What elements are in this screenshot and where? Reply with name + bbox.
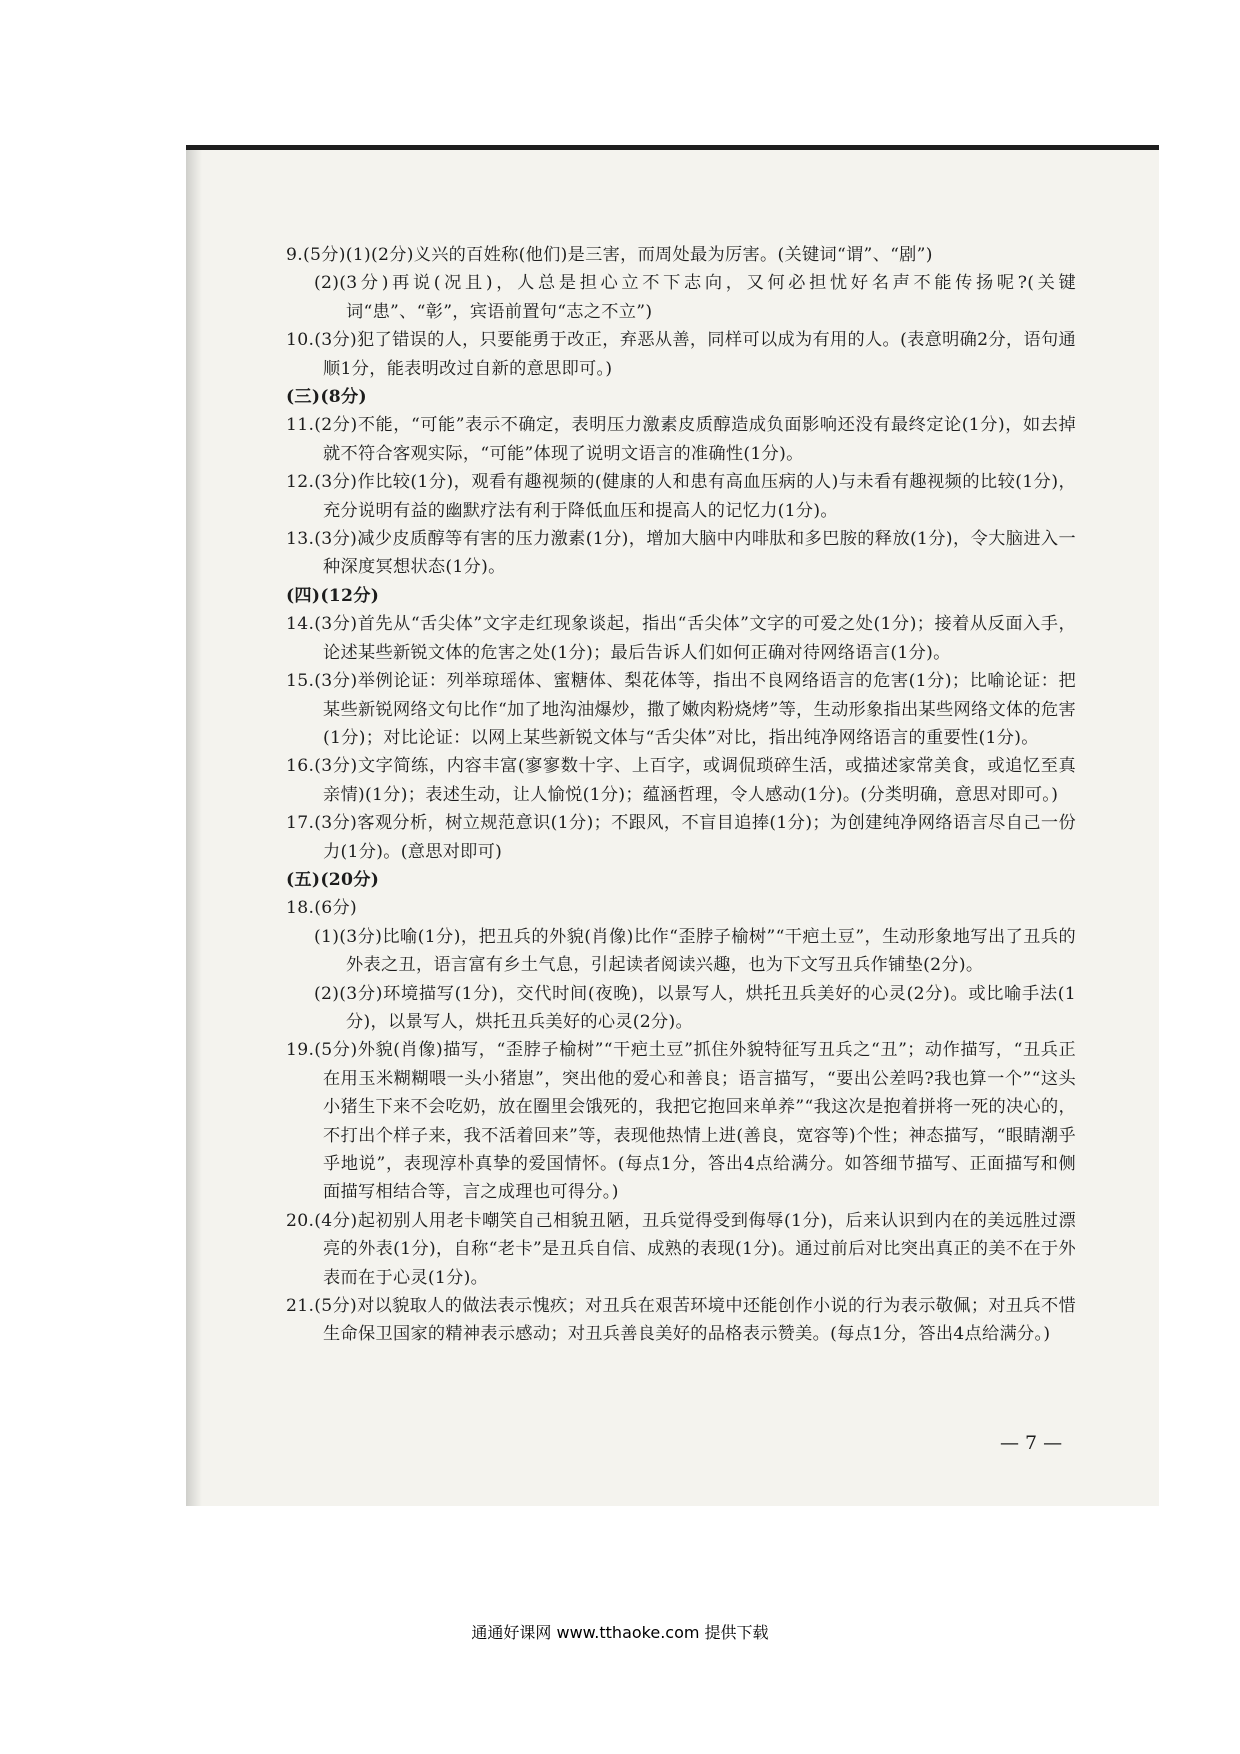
answer-18: 18.(6分) <box>286 898 357 919</box>
answer-12: 12.(3分)作比较(1分)，观看有趣视频的(健康的人和患有高血压病的人)与未看有趣视频的比较(1分)，充分说明有益的幽默疗法有利于降低血压和提高人的记忆力(1分)。 <box>286 472 1076 521</box>
answer-18-part-2: (2)(3分)环境描写(1分)，交代时间(夜晚)，以景写人，烘托丑兵美好的心灵(2分)。或比喻手法(1分)，以景写人，烘托丑兵美好的心灵(2分)。 <box>314 983 1076 1032</box>
answer-18-part-1: (1)(3分)比喻(1分)，把丑兵的外貌(肖像)比作“歪脖子榆树”“干疤土豆”，生动形象地写出了丑兵的外表之丑，语言富有乡土气息，引起读者阅读兴趣，也为下文写丑兵作铺垫(2分)。 <box>314 926 1076 976</box>
answer-9: 9.(5分)(1)(2分)义兴的百姓称(他们)是三害，而周处最为厉害。(关键词“谓”、“剧”) <box>286 245 933 265</box>
answer-19: 19.(5分)外貌(肖像)描写，“歪脖子榆树”“干疤土豆”抓住外貌特征写丑兵之“丑”；动作描写，“丑兵正在用玉米糊糊喂一头小猪崽”，突出他的爱心和善良；语言描写，“要出公差吗?我也算一个”“这头小猪生下来不会吃奶，放在圈里会饿死的，我把它抱回来单养”“我这次是抱着拼将一死的决心的，不打出个样子来，我不活着回来”等，表现他热情上进(善良，宽容等)个性；神态描写，“眼睛潮乎乎地说”，表现淳朴真挚的爱国情怀。(每点1分，答出4点给满分。如答细节描写、正面描写和侧面描写相结合等，言之成理也可得分。) <box>286 1040 1076 1203</box>
answer-20: 20.(4分)起初别人用老卡嘲笑自己相貌丑陋，丑兵觉得受到侮辱(1分)，后来认识到内在的美远胜过漂亮的外表(1分)，自称“老卡”是丑兵自信、成熟的表现(1分)。通过前后对比突出真正的美不在于外表而在于心灵(1分)。 <box>286 1210 1076 1288</box>
answer-14: 14.(3分)首先从“舌尖体”文字走红现象谈起，指出“舌尖体”文字的可爱之处(1分)；接着从反面入手，论述某些新锐文体的危害之处(1分)；最后告诉人们如何正确对待网络语言(1分)。 <box>286 614 1076 663</box>
answer-17: 17.(3分)客观分析，树立规范意识(1分)；不跟风，不盲目追捧(1分)；为创建纯净网络语言尽自己一份力(1分)。(意思对即可) <box>286 813 1076 862</box>
page-number: — 7 — <box>1000 1432 1063 1454</box>
answer-11: 11.(2分)不能，“可能”表示不确定，表明压力激素皮质醇造成负面影响还没有最终定论(1分)，如去掉就不符合客观实际，“可能”体现了说明文语言的准确性(1分)。 <box>286 415 1076 464</box>
answer-21: 21.(5分)对以貌取人的做法表示愧疚；对丑兵在艰苦环境中还能创作小说的行为表示敬佩；对丑兵不惜生命保卫国家的精神表示感动；对丑兵善良美好的品格表示赞美。(每点1分，答出4点给满分。) <box>286 1296 1076 1345</box>
section-heading-5: (五)(20分) <box>286 869 380 890</box>
section-heading-4: (四)(12分) <box>286 585 380 606</box>
answer-16: 16.(3分)文字简练，内容丰富(寥寥数十字、上百字，或调侃琐碎生活，或描述家常美食，或追忆至真亲情)(1分)；表述生动，让人愉悦(1分)；蕴涵哲理，令人感动(1分)。(分类明确，意思对即可。) <box>286 756 1076 805</box>
answer-10: 10.(3分)犯了错误的人，只要能勇于改正，弃恶从善，同样可以成为有用的人。(表意明确2分，语句通顺1分，能表明改过自新的意思即可。) <box>286 330 1076 379</box>
scan-left-shadow <box>186 150 202 1506</box>
answer-13: 13.(3分)减少皮质醇等有害的压力激素(1分)，增加大脑中内啡肽和多巴胺的释放(1分)，令大脑进入一种深度冥想状态(1分)。 <box>286 529 1076 578</box>
answer-9-part-2: (2)(3分)再说(况且)，人总是担心立不下志向，又何必担忧好名声不能传扬呢?(关键词“患”、“彰”，宾语前置句“志之不立”) <box>314 273 1076 322</box>
answer-key-text <box>286 241 1076 1349</box>
answer-15: 15.(3分)举例论证：列举琼瑶体、蜜糖体、梨花体等，指出不良网络语言的危害(1分)；比喻论证：把某些新锐网络文句比作“加了地沟油爆炒，撒了嫩肉粉烧烤”等，生动形象指出某些网络文体的危害(1分)；对比论证：以网上某些新锐文体与“舌尖体”对比，指出纯净网络语言的重要性(1分)。 <box>286 671 1076 748</box>
section-heading-3: (三)(8分) <box>286 387 367 408</box>
footer-credit: 通通好课网 www.tthaoke.com 提供下载 <box>471 1623 769 1642</box>
